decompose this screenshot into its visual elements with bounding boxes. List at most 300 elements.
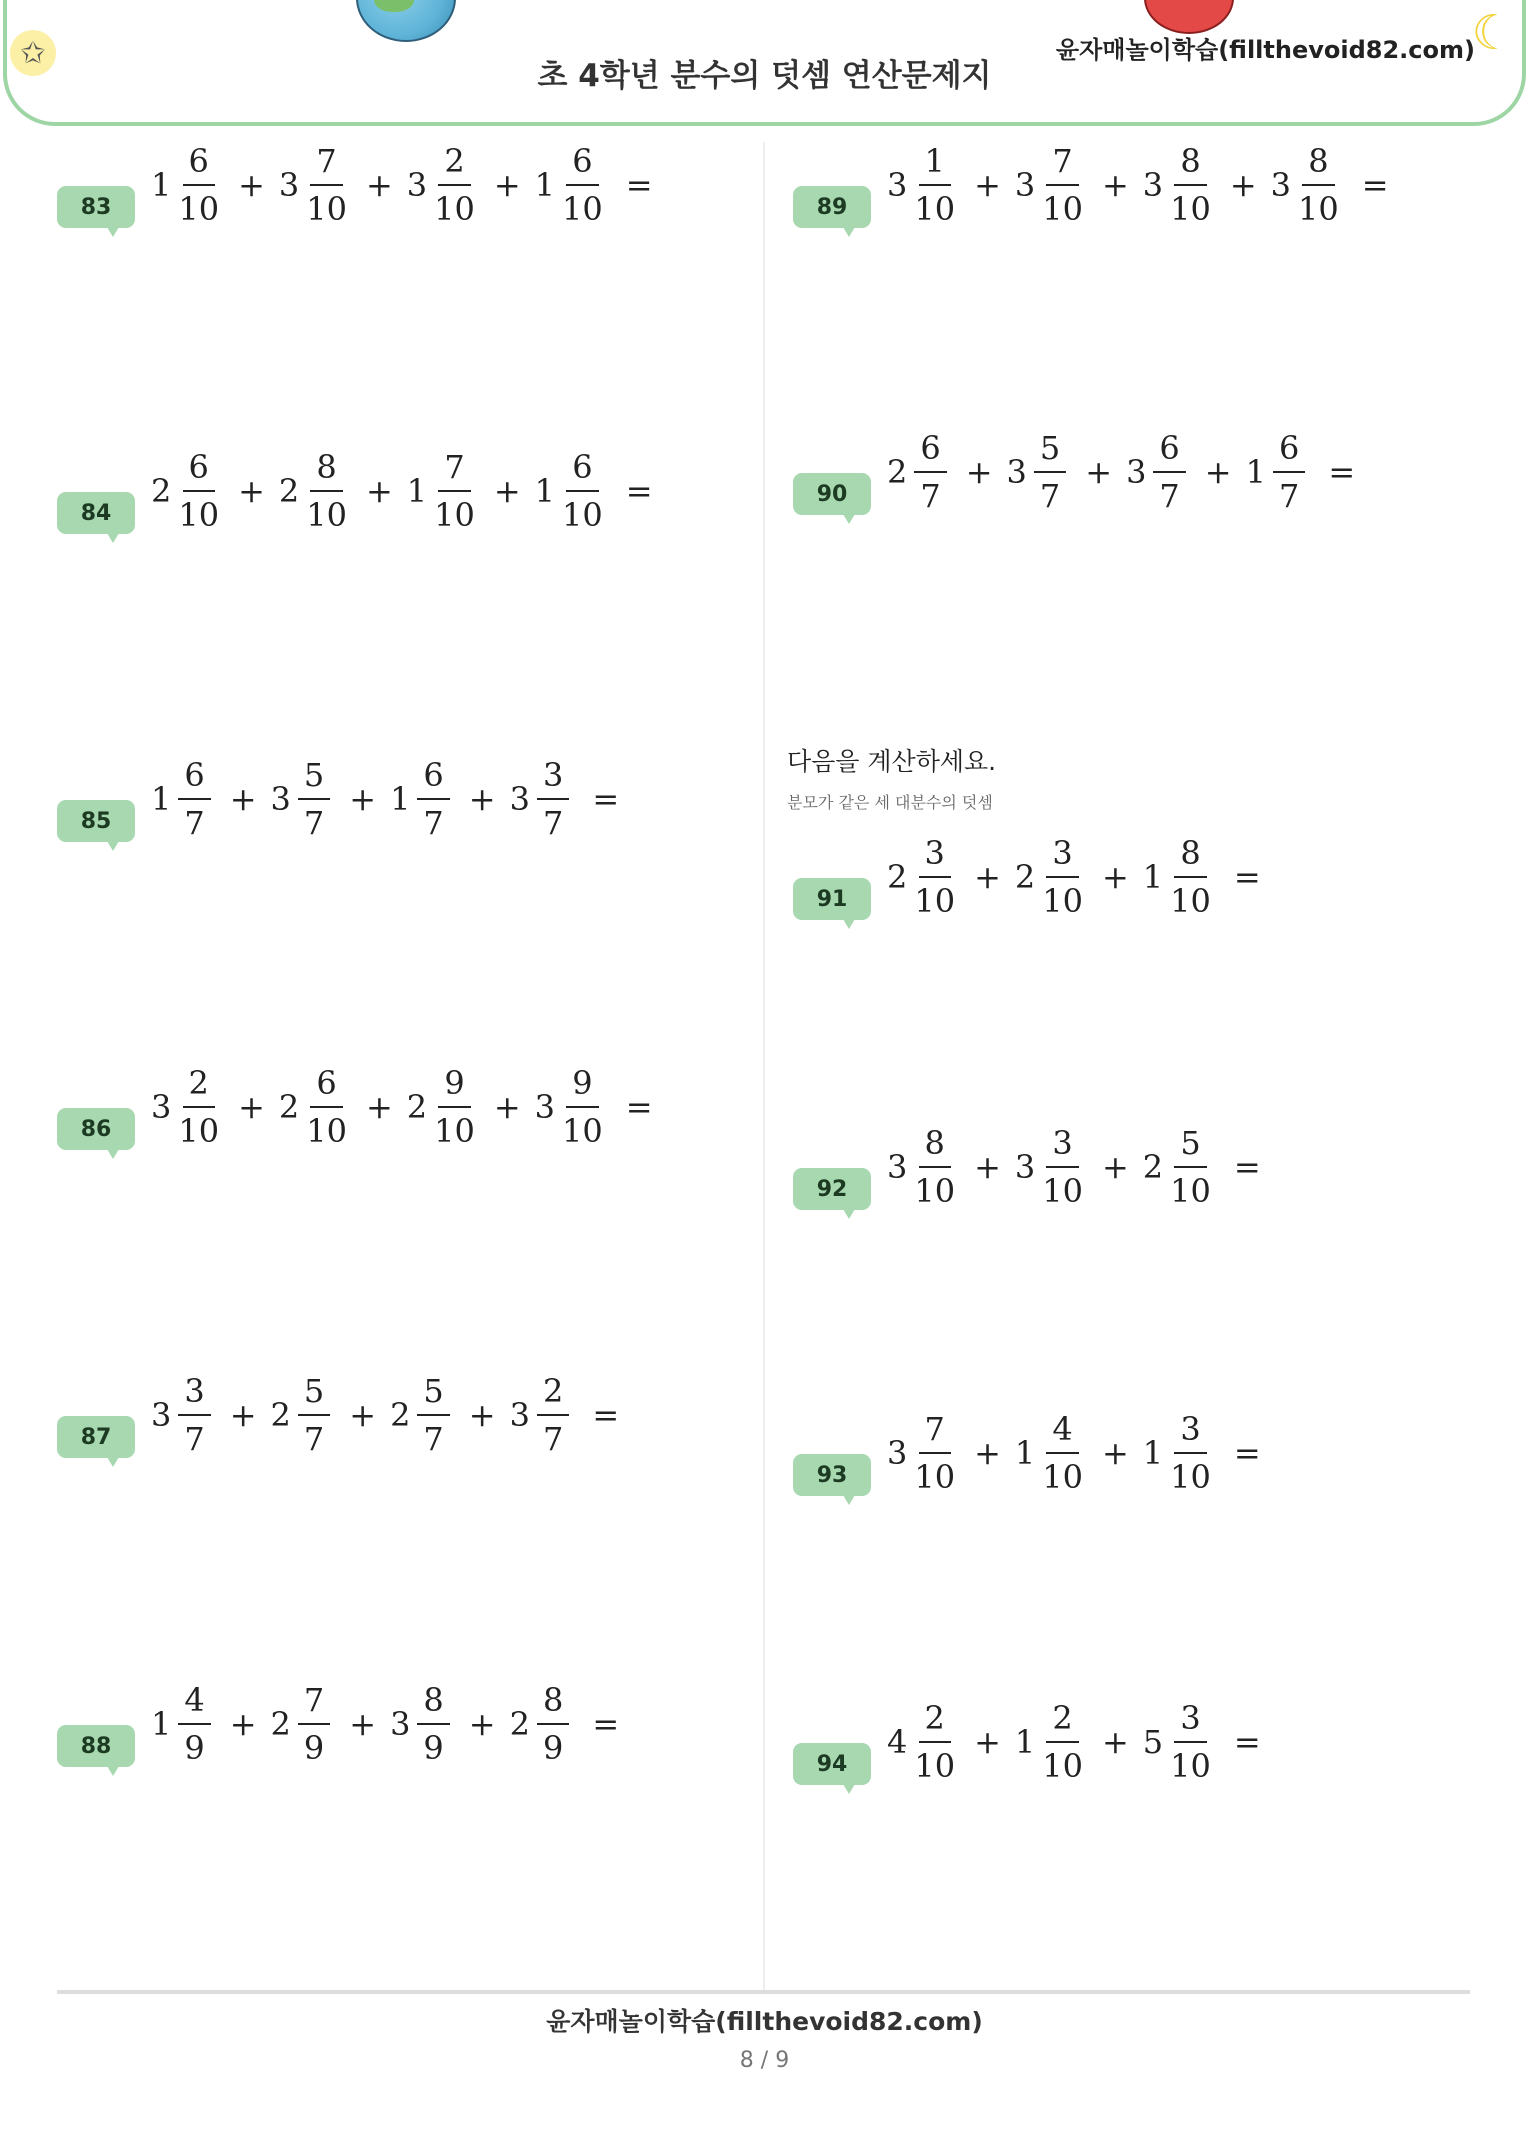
problem-item <box>57 754 757 844</box>
equals-sign: = <box>625 1088 653 1126</box>
mixed-number <box>1143 138 1216 232</box>
numerator: 7 <box>298 1677 330 1725</box>
fraction <box>1165 830 1216 924</box>
denominator: 9 <box>542 1729 564 1767</box>
fraction-expression <box>151 1062 653 1152</box>
mixed-number <box>510 1368 575 1462</box>
mixed-number <box>271 1677 336 1771</box>
denominator: 7 <box>542 804 564 842</box>
numerator: 5 <box>1034 425 1066 473</box>
plus-operator: + <box>468 1396 496 1434</box>
numerator: 8 <box>1174 138 1206 186</box>
whole-part: 2 <box>887 453 908 491</box>
mixed-number <box>151 138 224 232</box>
instruction-subtitle: 분모가 같은 세 대분수의 덧셈 <box>787 793 993 812</box>
denominator: 10 <box>434 190 475 228</box>
numerator: 8 <box>1302 138 1334 186</box>
fraction <box>557 1060 608 1154</box>
mixed-number <box>510 752 575 846</box>
fraction-expression <box>887 1697 1261 1787</box>
fraction <box>173 444 224 538</box>
numerator: 6 <box>566 444 598 492</box>
site-name-header: 윤자매놀이학습(fillthevoid82.com) <box>1055 36 1475 64</box>
fraction <box>909 1120 960 1214</box>
mixed-number <box>535 138 608 232</box>
denominator: 10 <box>1170 1172 1211 1210</box>
plus-operator: + <box>1101 1148 1129 1186</box>
denominator: 7 <box>920 477 941 515</box>
whole-part: 3 <box>1270 166 1292 204</box>
problem-item <box>793 1122 1493 1212</box>
mixed-number <box>1015 1406 1088 1500</box>
denominator: 7 <box>423 804 444 842</box>
numerator: 8 <box>537 1677 569 1725</box>
fraction <box>1293 138 1344 232</box>
numerator: 7 <box>1046 138 1078 186</box>
plus-operator: + <box>229 780 257 818</box>
equals-sign: = <box>592 780 620 818</box>
whole-part: 1 <box>151 166 172 204</box>
whole-part: 1 <box>534 166 556 204</box>
fraction <box>293 1368 335 1462</box>
fraction <box>293 752 335 846</box>
plus-operator: + <box>238 1088 265 1126</box>
numerator: 6 <box>183 138 215 186</box>
whole-part: 2 <box>1142 1148 1164 1186</box>
numerator: 6 <box>1153 425 1185 473</box>
fraction <box>173 1060 224 1154</box>
plus-operator: + <box>1101 1434 1129 1472</box>
problem-item <box>57 1062 757 1152</box>
numerator: 6 <box>417 752 449 800</box>
fraction <box>909 1406 960 1500</box>
numerator: 9 <box>566 1060 598 1108</box>
mixed-number <box>271 752 336 846</box>
fraction-expression <box>151 1679 619 1769</box>
denominator: 10 <box>914 190 956 228</box>
plus-operator: + <box>974 858 1001 896</box>
problem-item <box>57 446 757 536</box>
numerator: 5 <box>417 1368 449 1416</box>
fraction-expression <box>887 832 1261 922</box>
denominator: 10 <box>562 1112 603 1150</box>
plus-operator: + <box>493 166 521 204</box>
whole-part: 3 <box>278 166 300 204</box>
numerator: 3 <box>1046 830 1078 878</box>
numerator: 2 <box>537 1368 569 1416</box>
whole-part: 3 <box>887 1434 908 1472</box>
whole-part: 1 <box>1014 1434 1036 1472</box>
whole-part: 3 <box>1014 166 1036 204</box>
fraction <box>1165 1695 1216 1789</box>
fraction <box>1037 830 1088 924</box>
mixed-number <box>151 1677 216 1771</box>
whole-part: 3 <box>887 1148 908 1186</box>
mixed-number <box>1143 1120 1216 1214</box>
fraction <box>532 752 574 846</box>
column-divider <box>763 142 765 1990</box>
whole-part: 3 <box>1126 453 1147 491</box>
problem-number-badge: 93 <box>793 1454 871 1496</box>
mixed-number <box>887 138 960 232</box>
problem-item <box>57 140 757 230</box>
denominator: 10 <box>178 1112 220 1150</box>
denominator: 7 <box>542 1420 564 1458</box>
plus-operator: + <box>974 1723 1001 1761</box>
denominator: 10 <box>914 882 956 920</box>
footer-divider <box>57 1990 1470 1994</box>
fraction-expression <box>151 140 653 230</box>
whole-part: 3 <box>151 1396 172 1434</box>
mixed-number <box>1126 425 1191 519</box>
numerator: 6 <box>183 444 215 492</box>
whole-part: 2 <box>390 1396 411 1434</box>
fraction <box>1268 425 1310 519</box>
denominator: 7 <box>184 1420 205 1458</box>
numerator: 3 <box>178 1368 210 1416</box>
fraction-expression <box>887 1122 1261 1212</box>
mixed-number <box>1143 830 1216 924</box>
problem-item <box>57 1370 757 1460</box>
whole-part: 3 <box>406 166 428 204</box>
denominator: 10 <box>1170 1458 1211 1496</box>
whole-part: 1 <box>1014 1723 1036 1761</box>
fraction <box>429 138 480 232</box>
problem-number-badge: 84 <box>57 492 135 534</box>
mixed-number <box>151 1060 224 1154</box>
mixed-number <box>279 1060 352 1154</box>
fraction <box>173 1677 215 1771</box>
whole-part: 3 <box>509 1396 530 1434</box>
mixed-number <box>390 1677 455 1771</box>
mixed-number <box>151 1368 216 1462</box>
numerator: 6 <box>178 752 210 800</box>
numerator: 6 <box>310 1060 342 1108</box>
mixed-number <box>1015 138 1088 232</box>
whole-part: 2 <box>509 1705 530 1743</box>
mixed-number <box>407 1060 480 1154</box>
denominator: 10 <box>914 1172 956 1210</box>
whole-part: 2 <box>278 472 300 510</box>
problem-number-badge: 92 <box>793 1168 871 1210</box>
fraction <box>1037 1406 1088 1500</box>
denominator: 10 <box>1042 1458 1083 1496</box>
denominator: 7 <box>1039 477 1061 515</box>
equals-sign: = <box>625 166 653 204</box>
whole-part: 2 <box>278 1088 300 1126</box>
whole-part: 1 <box>534 472 556 510</box>
numerator: 8 <box>310 444 342 492</box>
plus-operator: + <box>349 1396 377 1434</box>
numerator: 9 <box>438 1060 470 1108</box>
fraction <box>412 752 454 846</box>
whole-part: 2 <box>151 472 172 510</box>
mixed-number <box>1015 830 1088 924</box>
problem-number-badge: 89 <box>793 186 871 228</box>
fraction-expression <box>151 1370 619 1460</box>
problem-number-badge: 90 <box>793 473 871 515</box>
mixed-number <box>1015 1120 1088 1214</box>
fraction <box>1165 1120 1216 1214</box>
whole-part: 1 <box>1142 858 1164 896</box>
denominator: 10 <box>306 1112 347 1150</box>
denominator: 7 <box>423 1420 444 1458</box>
fraction <box>909 830 960 924</box>
mixed-number <box>1246 425 1311 519</box>
plus-operator: + <box>974 1434 1001 1472</box>
plus-operator: + <box>1085 453 1113 491</box>
denominator: 10 <box>306 190 347 228</box>
whole-part: 2 <box>1014 858 1036 896</box>
denominator: 10 <box>434 496 475 534</box>
numerator: 1 <box>919 138 951 186</box>
denominator: 10 <box>1042 190 1083 228</box>
equals-sign: = <box>1233 1148 1261 1186</box>
fraction <box>173 752 215 846</box>
fraction <box>909 138 960 232</box>
mixed-number <box>151 444 224 538</box>
numerator: 2 <box>919 1695 951 1743</box>
denominator: 9 <box>423 1729 444 1767</box>
mixed-number <box>535 444 608 538</box>
fraction <box>909 425 951 519</box>
fraction <box>301 444 352 538</box>
plus-operator: + <box>974 1148 1001 1186</box>
numerator: 5 <box>1174 1120 1206 1168</box>
numerator: 5 <box>298 752 330 800</box>
numerator: 3 <box>537 752 569 800</box>
mixed-number <box>271 1368 336 1462</box>
numerator: 7 <box>438 444 470 492</box>
mixed-number <box>887 830 960 924</box>
whole-part: 5 <box>1142 1723 1164 1761</box>
whole-part: 2 <box>406 1088 428 1126</box>
plus-operator: + <box>238 472 265 510</box>
problem-number-badge: 91 <box>793 878 871 920</box>
fraction <box>557 444 608 538</box>
plus-operator: + <box>365 1088 393 1126</box>
denominator: 10 <box>1042 1172 1083 1210</box>
fraction <box>301 1060 352 1154</box>
denominator: 10 <box>1042 882 1083 920</box>
problem-number-badge: 85 <box>57 800 135 842</box>
denominator: 7 <box>303 1420 325 1458</box>
plus-operator: + <box>238 166 265 204</box>
fraction <box>909 1695 960 1789</box>
numerator: 6 <box>914 425 946 473</box>
problem-number-badge: 94 <box>793 1743 871 1785</box>
denominator: 9 <box>184 1729 205 1767</box>
denominator: 10 <box>1170 190 1211 228</box>
numerator: 4 <box>178 1677 210 1725</box>
problem-item <box>793 1697 1493 1787</box>
fraction-expression <box>887 427 1355 517</box>
numerator: 2 <box>1046 1695 1078 1743</box>
numerator: 6 <box>1273 425 1305 473</box>
problem-item <box>793 140 1493 230</box>
whole-part: 1 <box>151 780 172 818</box>
fraction-expression <box>151 446 653 536</box>
moon-icon: ☾ <box>1471 5 1515 61</box>
plus-operator: + <box>365 472 393 510</box>
instruction-text: 다음을 계산하세요. <box>787 747 997 776</box>
plus-operator: + <box>493 1088 521 1126</box>
fraction <box>412 1368 454 1462</box>
denominator: 10 <box>306 496 347 534</box>
whole-part: 2 <box>887 858 908 896</box>
plus-operator: + <box>1101 858 1129 896</box>
mixed-number <box>279 444 352 538</box>
mixed-number <box>1143 1695 1216 1789</box>
mixed-number <box>279 138 352 232</box>
numerator: 8 <box>1174 830 1206 878</box>
mixed-number <box>390 752 455 846</box>
whole-part: 3 <box>534 1088 556 1126</box>
whole-part: 3 <box>1142 166 1164 204</box>
instruction-block <box>787 742 996 813</box>
denominator: 10 <box>914 1458 956 1496</box>
equals-sign: = <box>1361 166 1389 204</box>
numerator: 3 <box>1046 1120 1078 1168</box>
denominator: 10 <box>178 496 220 534</box>
fraction <box>532 1677 574 1771</box>
plus-operator: + <box>229 1396 257 1434</box>
denominator: 10 <box>1042 1747 1083 1785</box>
denominator: 10 <box>1170 1747 1211 1785</box>
whole-part: 3 <box>887 166 908 204</box>
fraction <box>173 138 224 232</box>
mixed-number <box>407 444 480 538</box>
denominator: 7 <box>1159 477 1180 515</box>
numerator: 3 <box>919 830 951 878</box>
plus-operator: + <box>349 1705 377 1743</box>
plus-operator: + <box>493 472 521 510</box>
fraction <box>301 138 352 232</box>
mixed-number <box>1015 1695 1088 1789</box>
plus-operator: + <box>1101 1723 1129 1761</box>
whole-part: 3 <box>270 780 291 818</box>
mixed-number <box>887 1695 960 1789</box>
mixed-number <box>510 1677 575 1771</box>
numerator: 8 <box>919 1120 951 1168</box>
fraction-expression <box>887 140 1389 230</box>
mixed-number <box>887 1406 960 1500</box>
mixed-number <box>887 425 952 519</box>
plus-operator: + <box>229 1705 257 1743</box>
problem-item <box>793 427 1493 517</box>
equals-sign: = <box>1328 453 1356 491</box>
problem-number-badge: 86 <box>57 1108 135 1150</box>
equals-sign: = <box>1233 858 1261 896</box>
fraction <box>1148 425 1190 519</box>
whole-part: 3 <box>390 1705 411 1743</box>
mixed-number <box>390 1368 455 1462</box>
page-title: 초 4학년 분수의 덧셈 연산문제지 <box>537 58 992 94</box>
mixed-number <box>1271 138 1344 232</box>
numerator: 7 <box>919 1406 951 1454</box>
plus-operator: + <box>468 780 496 818</box>
denominator: 7 <box>303 804 325 842</box>
numerator: 7 <box>310 138 342 186</box>
fraction-expression <box>151 754 619 844</box>
denominator: 10 <box>1298 190 1339 228</box>
fraction <box>532 1368 574 1462</box>
whole-part: 3 <box>151 1088 172 1126</box>
whole-part: 1 <box>1142 1434 1164 1472</box>
problem-item <box>793 832 1493 922</box>
problem-number-badge: 87 <box>57 1416 135 1458</box>
fraction <box>1029 425 1071 519</box>
fraction <box>557 138 608 232</box>
mixed-number <box>1143 1406 1216 1500</box>
plus-operator: + <box>1204 453 1232 491</box>
mixed-number <box>407 138 480 232</box>
fraction <box>1037 1695 1088 1789</box>
denominator: 10 <box>178 190 220 228</box>
problem-item <box>57 1679 757 1769</box>
fraction <box>429 1060 480 1154</box>
whole-part: 3 <box>509 780 530 818</box>
problem-number-badge: 88 <box>57 1725 135 1767</box>
whole-part: 3 <box>1006 453 1027 491</box>
plus-operator: + <box>965 453 993 491</box>
fraction <box>173 1368 215 1462</box>
plus-operator: + <box>468 1705 496 1743</box>
whole-part: 1 <box>406 472 428 510</box>
denominator: 10 <box>434 1112 475 1150</box>
numerator: 8 <box>417 1677 449 1725</box>
whole-part: 2 <box>270 1396 291 1434</box>
whole-part: 1 <box>1245 453 1266 491</box>
fraction <box>429 444 480 538</box>
fraction <box>1037 1120 1088 1214</box>
plus-operator: + <box>974 166 1001 204</box>
mixed-number <box>887 1120 960 1214</box>
numerator: 3 <box>1174 1406 1206 1454</box>
numerator: 2 <box>183 1060 215 1108</box>
fraction <box>1037 138 1088 232</box>
plus-operator: + <box>1229 166 1257 204</box>
equals-sign: = <box>592 1396 620 1434</box>
page-number: 8 / 9 <box>739 2048 790 2073</box>
fraction <box>1165 1406 1216 1500</box>
whole-part: 2 <box>270 1705 291 1743</box>
plus-operator: + <box>1101 166 1129 204</box>
plus-operator: + <box>349 780 377 818</box>
numerator: 4 <box>1046 1406 1078 1454</box>
whole-part: 1 <box>151 1705 172 1743</box>
denominator: 10 <box>562 190 603 228</box>
whole-part: 1 <box>390 780 411 818</box>
fraction <box>412 1677 454 1771</box>
footer-site-name: 윤자매놀이학습(fillthevoid82.com) <box>546 2007 983 2036</box>
mixed-number <box>151 752 216 846</box>
equals-sign: = <box>1233 1723 1261 1761</box>
fraction-expression <box>887 1408 1261 1498</box>
equals-sign: = <box>592 1705 620 1743</box>
numerator: 6 <box>566 138 598 186</box>
problem-number-badge: 83 <box>57 186 135 228</box>
fraction <box>293 1677 335 1771</box>
denominator: 7 <box>184 804 205 842</box>
numerator: 5 <box>298 1368 330 1416</box>
whole-part: 4 <box>887 1723 908 1761</box>
plus-operator: + <box>365 166 393 204</box>
denominator: 7 <box>1278 477 1300 515</box>
equals-sign: = <box>1233 1434 1261 1472</box>
whole-part: 3 <box>1014 1148 1036 1186</box>
equals-sign: = <box>625 472 653 510</box>
